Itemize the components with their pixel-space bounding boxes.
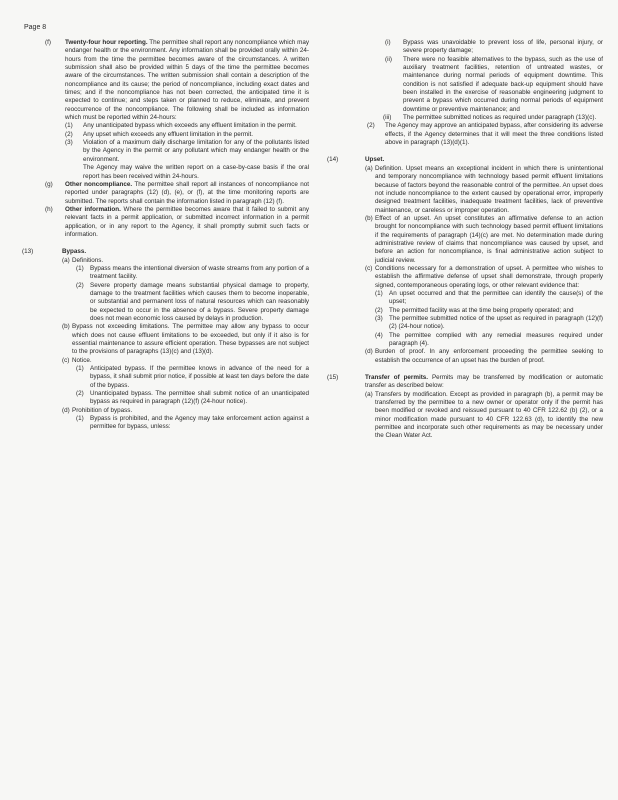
- bypass-d2: (2) The Agency may approve an anticipated bypass, after considering its adverse effects, if the Agency determines that it will meet the three conditions listed above in paragraph (13)(d)(1).: [367, 122, 603, 147]
- upset-c: (c) Conditions necessary for a demonstration of upset. A permittee who wishes to establish the affirmative defense of upset shall demonstrate, through properly signed, contemporaneous operating logs, or other relevant evidence that: (1) An upset occurred and that the permittee can identify the cause(s) of the upset; (2) The permitted facility was at the time being properly operated; and (3) The permittee submitted notice of the upset as required in paragraph (12)(f)(2) (24-hour notice). (4) The permittee complied with any remedial measures required under paragraph (4).: [365, 264, 603, 348]
- section-h-title: Other information.: [65, 205, 121, 213]
- section-g: (g) Other noncompliance. The permittee shall report all instances of noncompliance not reported under paragraphs (12) (d), (e), or (f), at the time monitoring reports are submitted. The reports shall contain the information listed in paragraph (12) (f).: [45, 180, 309, 205]
- section-f-text: The permittee shall report any noncompliance which may endanger health or the environment. Any information shall be provided orally within 24-hours from the time the permittee becomes aware of the circumstances. A written submission shall also be provided within 5 days of the time the permittee becomes aware of the circumstances. The written submission shall contain a description of the noncompliance and its cause; the period of noncompliance, including exact dates and times; and if the noncompliance has not been corrected, the anticipated time it is expected to continue; and steps taken or planned to reduce, eliminate, and prevent reoccurrence of the noncompliance. The following shall be included as information which must be reported within 24-hours:: [65, 39, 310, 122]
- bypass-title: Bypass.: [62, 248, 87, 256]
- bypass-a: (a) Definitions. (1) Bypass means the intentional diversion of waste streams from any portion of a treatment facility. (2) Severe property damage means substantial physical damage to property, damage to the treatment facilities which causes them to become inoperable, or substantial and permanent loss of natural resources which can reasonably be expected to occur in the absence of a bypass. Severe property damage does not mean economic loss caused by delays in production.: [62, 256, 309, 322]
- bypass-d1-i: (i) Bypass was unavoidable to prevent loss of life, personal injury, or severe property damage;: [385, 39, 603, 55]
- transfer-title: Transfer of permits.: [365, 374, 429, 382]
- upset-title: Upset.: [365, 156, 385, 164]
- bypass-d: (d) Prohibition of bypass. (1) Bypass is prohibited, and the Agency may take enforcement action against a permittee for bypass, unless:: [62, 406, 309, 431]
- section-13-bypass: (13) Bypass. (a) Definitions. (1) Bypass means the intentional diversion of waste streams from any portion of a treatment facility. (2) Severe property damage means substantial physical damage to property, damage to the treatment facilities which causes them to become inoperable, or substantial and permanent loss of natural resources which can reasonably be expected to occur in the absence of a bypass. Severe property damage does not mean economic loss caused by delays in production. (b) Bypass not exceeding limitations. The permittee may allow any bypass to occur which does not cause effluent limitations to be exceeded, but only if it also is for essential maintenance to assure efficient operation. These bypasses are not subject to the provisions of paragraphs (13)(c) and (13)(d). (c) Notice. (1) Anticipated bypass. If the permittee knows in advance of the need for a bypass, it shall submit prior notice, if possible at least ten days before the date of the bypass. (2) Unanticipated bypass. The permittee shall submit notice of an unanticipated bypass as required in paragraph (12)(f) (24-hour notice). (d) Prohibition of bypass. (1) Bypass is prohibited, and the Agency may take enforcement action against a permittee for bypass, unless:: [22, 248, 309, 431]
- bypass-d1-ii: (ii) There were no feasible alternatives to the bypass, such as the use of auxiliary treatment facilities, retention of untreated wastes, or maintenance during normal periods of equipment downtime. This condition is not satisfied if adequate back-up equipment should have been installed in the exercise of reasonable engineering judgment to prevent a bypass which occurred during normal periods of equipment downtime or preventive maintenance; and: [385, 55, 603, 113]
- transfer-a: (a) Transfers by modification. Except as provided in paragraph (b), a permit may be transferred by the permittee to a new owner or operator only if the permit has been modified or revoked and reissued pursuant to 40 CFR 122.62 (b) (2), or a minor modification made pursuant to 40 CFR 122.63 (d), to identify the new permittee and incorporate such other requirements as may be necessary under the Clean Water Act.: [365, 390, 603, 440]
- bypass-d1-iii: (iii) The permittee submitted notices as required under paragraph (13)(c).: [383, 114, 597, 122]
- left-column: [22, 39, 309, 432]
- upset-b: (b) Effect of an upset. An upset constitutes an affirmative defense to an action brought for noncompliance with such technology based permit effluent limitations if the requirements of paragraph (14)(c) are met. No determination made during administrative review of claims that noncompliance was caused by upset, and before an action for noncompliance, is final administrative action subject to judicial review.: [365, 214, 603, 264]
- section-f: [22, 39, 309, 181]
- bypass-b: (b) Bypass not exceeding limitations. The permittee may allow any bypass to occur which does not cause effluent limitations to be exceeded, but only if it also is for essential maintenance to assure efficient operation. These bypasses are not subject to the provisions of paragraphs (13)(c) and (13)(d).: [62, 323, 309, 356]
- right-column: [323, 39, 603, 441]
- section-h: (h) Other information. Where the permittee becomes aware that it failed to submit any relevant facts in a permit application, or submitted incorrect information in a permit application, or in any report to the Agency, it shall promptly submit such facts or information.: [45, 205, 310, 238]
- section-f-1: (1) Any unanticipated bypass which exceeds any effluent limitation in the permit.: [65, 122, 297, 130]
- upset-a: (a) Definition. Upset means an exceptional incident in which there is unintentional and temporary noncompliance with technology based permit effluent limitations because of factors beyond the reasonable control of the permittee. An upset does not include noncompliance to the extent caused by operational error, improperly designed treatment facilities, inadequate treatment facilities, lack of preventive maintenance, or careless or improper operation.: [365, 164, 603, 214]
- section-f-waiver: The Agency may waive the written report on a case-by-case basis if the oral report has been received within 24-hours.: [83, 164, 309, 180]
- bypass-c: (c) Notice. (1) Anticipated bypass. If the permittee knows in advance of the need for a bypass, it shall submit prior notice, if possible at least ten days before the date of the bypass. (2) Unanticipated bypass. The permittee shall submit notice of an unanticipated bypass as required in paragraph (12)(f) (24-hour notice).: [62, 356, 309, 406]
- section-15-transfer: (15) Transfer of permits. Permits may be transferred by modification or automatic transfer as described below: (a) Transfers by modification. Except as provided in paragraph (b), a permit may be transferred by the permittee to a new owner or operator only if the permit has been modified or revoked and reissued pursuant to 40 CFR 122.62 (b) (2), or a minor modification made pursuant to 40 CFR 122.63 (d), to identify the new permittee and incorporate such other requirements as may be necessary under the Clean Water Act.: [327, 374, 603, 440]
- upset-d: (d) Burden of proof. In any enforcement proceeding the permittee seeking to establish the occurrence of an upset has the burden of proof.: [365, 348, 603, 364]
- section-f-3: (3) Violation of a maximum daily discharge limitation for any of the pollutants listed by the Agency in the permit or any pollutant which may endanger health or the environment.: [65, 139, 309, 163]
- section-f-title: Twenty-four hour reporting.: [65, 39, 148, 46]
- page-number: Page 8: [24, 24, 47, 31]
- section-14-upset: (14) Upset. (a) Definition. Upset means an exceptional incident in which there is unintentional and temporary noncompliance with technology based permit effluent limitations because of factors beyond the reasonable control of the permittee. An upset does not include noncompliance to the extent caused by operational error, improperly designed treatment facilities, inadequate treatment facilities, lack of preventive maintenance, or careless or improper operation. (b) Effect of an upset. An upset constitutes an affirmative defense to an action brought for noncompliance with such technology based permit effluent limitations if the requirements of paragraph (14)(c) are met. No determination made during administrative review of claims that noncompliance was caused by upset, and before an action for noncompliance, is final administrative action subject to judicial review. (c) Conditions necessary for a demonstration of upset. A permittee who wishes to establish the affirmative defense of upset shall demonstrate, through properly signed, contemporaneous operating logs, or other relevant evidence that: (1) An upset occurred and that the permittee can identify the cause(s) of the upset; (2) The permitted facility was at the time being properly operated; and (3) The permittee submitted notice of the upset as required in paragraph (12)(f)(2) (24-hour notice). (4) The permittee complied with any remedial measures required under paragraph (4). (d) Burden of proof. In any enforcement proceeding the permittee seeking to establish the occurrence of an upset has the burden of proof.: [327, 156, 603, 364]
- section-f-label: (f): [45, 39, 51, 46]
- section-g-title: Other noncompliance.: [65, 180, 133, 188]
- section-f-2: (2) Any upset which exceeds any effluent limitation in the permit.: [65, 130, 253, 138]
